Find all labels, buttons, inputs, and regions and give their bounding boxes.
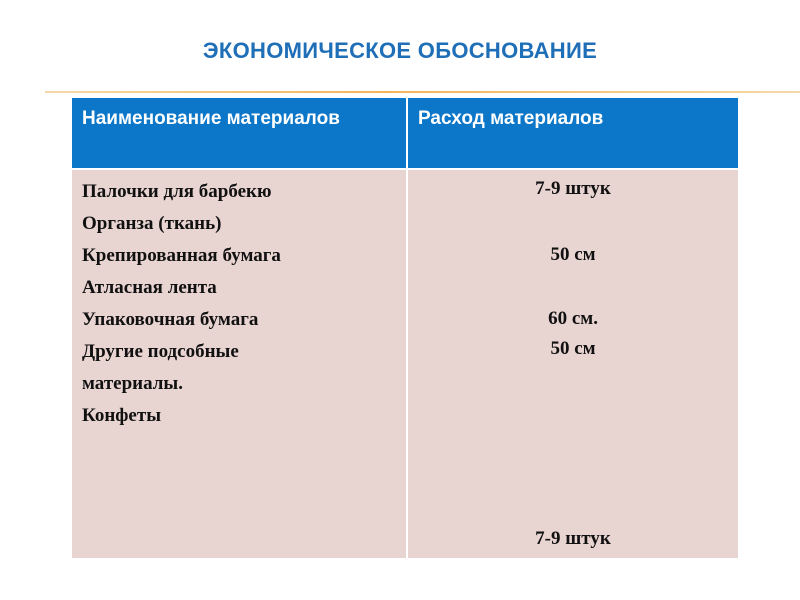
header-materials-consumption: Расход материалов	[408, 98, 738, 168]
material-name: материалы.	[82, 373, 184, 394]
material-quantity: 60 см.	[548, 308, 598, 329]
material-quantity: 50 см	[550, 244, 596, 265]
table-body	[72, 170, 738, 558]
material-name: Атласная лента	[82, 277, 217, 298]
table-header	[72, 98, 738, 168]
header-materials-name: Наименование материалов	[72, 98, 408, 168]
materials-names-cell	[72, 170, 408, 558]
material-quantity: 7-9 штук	[535, 178, 611, 199]
material-name: Палочки для барбекю	[82, 181, 272, 202]
materials-table	[72, 98, 738, 558]
material-quantity: 50 см	[550, 338, 596, 359]
material-name: Крепированная бумага	[82, 245, 281, 266]
material-quantity: 7-9 штук	[535, 528, 611, 549]
material-name: Другие подсобные	[82, 341, 239, 362]
material-name: Органза (ткань)	[82, 213, 222, 234]
material-name: Конфеты	[82, 405, 162, 426]
materials-quantities-cell	[408, 170, 738, 558]
slide-title: ЭКОНОМИЧЕСКОЕ ОБОСНОВАНИЕ	[202, 38, 598, 63]
title-underline	[45, 91, 800, 93]
material-name: Упаковочная бумага	[82, 309, 259, 330]
